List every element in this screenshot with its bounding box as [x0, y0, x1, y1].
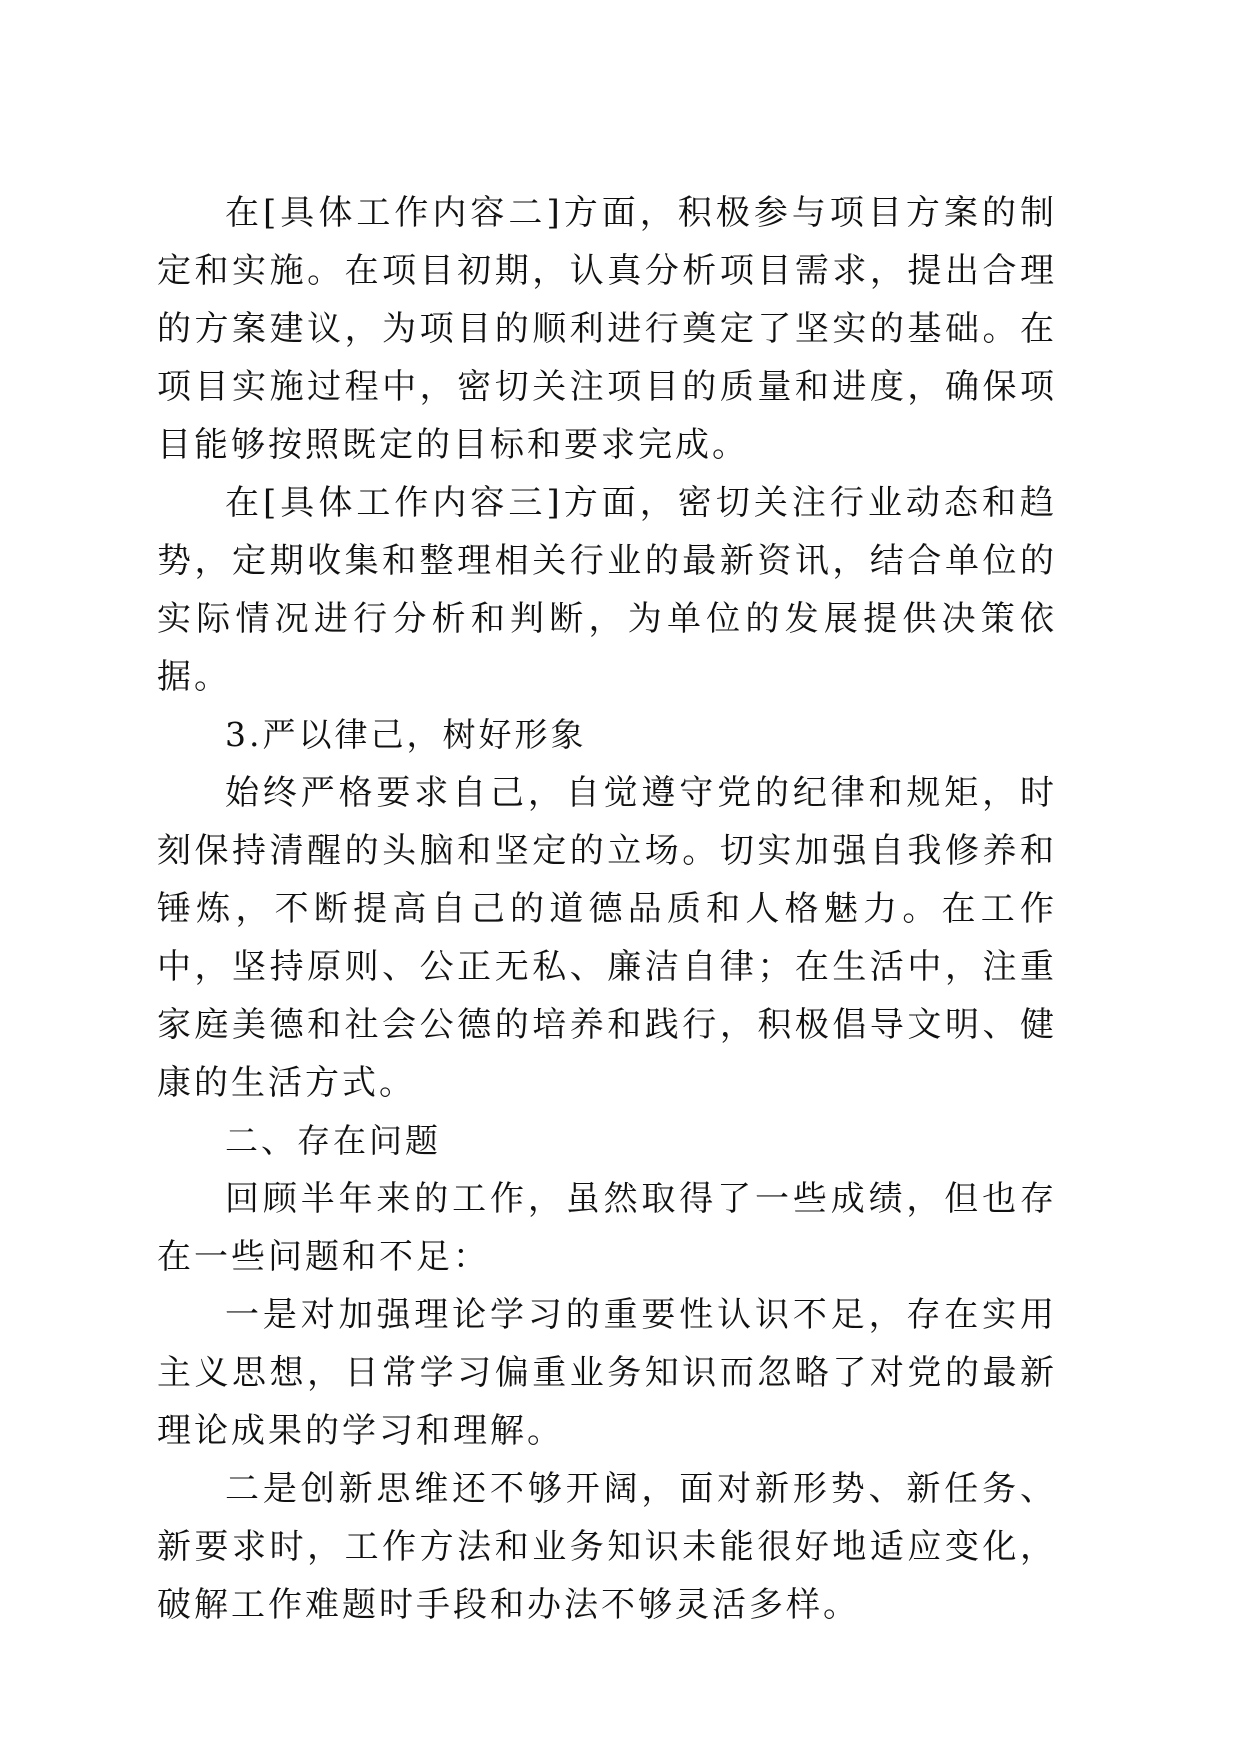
paragraph-self-discipline: 始终严格要求自己，自觉遵守党的纪律和规矩，时刻保持清醒的头脑和坚定的立场。切实加强自我修养和锤炼，不断提高自己的道德品质和人格魅力。在工作中，坚持原则、公正无私、廉洁自律；在生活中，注重家庭美德和社会公德的培养和践行，积极倡导文明、健康的生活方式。: [157, 773, 1057, 1103]
document-body: [157, 184, 1057, 1634]
paragraph-problem-two: 二是创新思维还不够开阔，面对新形势、新任务、新要求时，工作方法和业务知识未能很好地适应变化，破解工作难题时手段和办法不够灵活多样。: [157, 1469, 1057, 1625]
paragraph-work-content-three: 在[具体工作内容三]方面，密切关注行业动态和趋势，定期收集和整理相关行业的最新资讯，结合单位的实际情况进行分析和判断，为单位的发展提供决策依据。: [157, 483, 1057, 697]
subheading-self-discipline: 3.严以律己，树好形象: [225, 715, 587, 754]
section-heading-problems: 二、存在问题: [225, 1121, 441, 1160]
paragraph-problem-one: 一是对加强理论学习的重要性认识不足，存在实用主义思想，日常学习偏重业务知识而忽略了对党的最新理论成果的学习和理解。: [157, 1295, 1057, 1451]
paragraph-problems-intro: 回顾半年来的工作，虽然取得了一些成绩，但也存在一些问题和不足：: [157, 1179, 1057, 1277]
paragraph-work-content-two: 在[具体工作内容二]方面，积极参与项目方案的制定和实施。在项目初期，认真分析项目需求，提出合理的方案建议，为项目的顺利进行奠定了坚实的基础。在项目实施过程中，密切关注项目的质量和进度，确保项目能够按照既定的目标和要求完成。: [157, 193, 1057, 465]
